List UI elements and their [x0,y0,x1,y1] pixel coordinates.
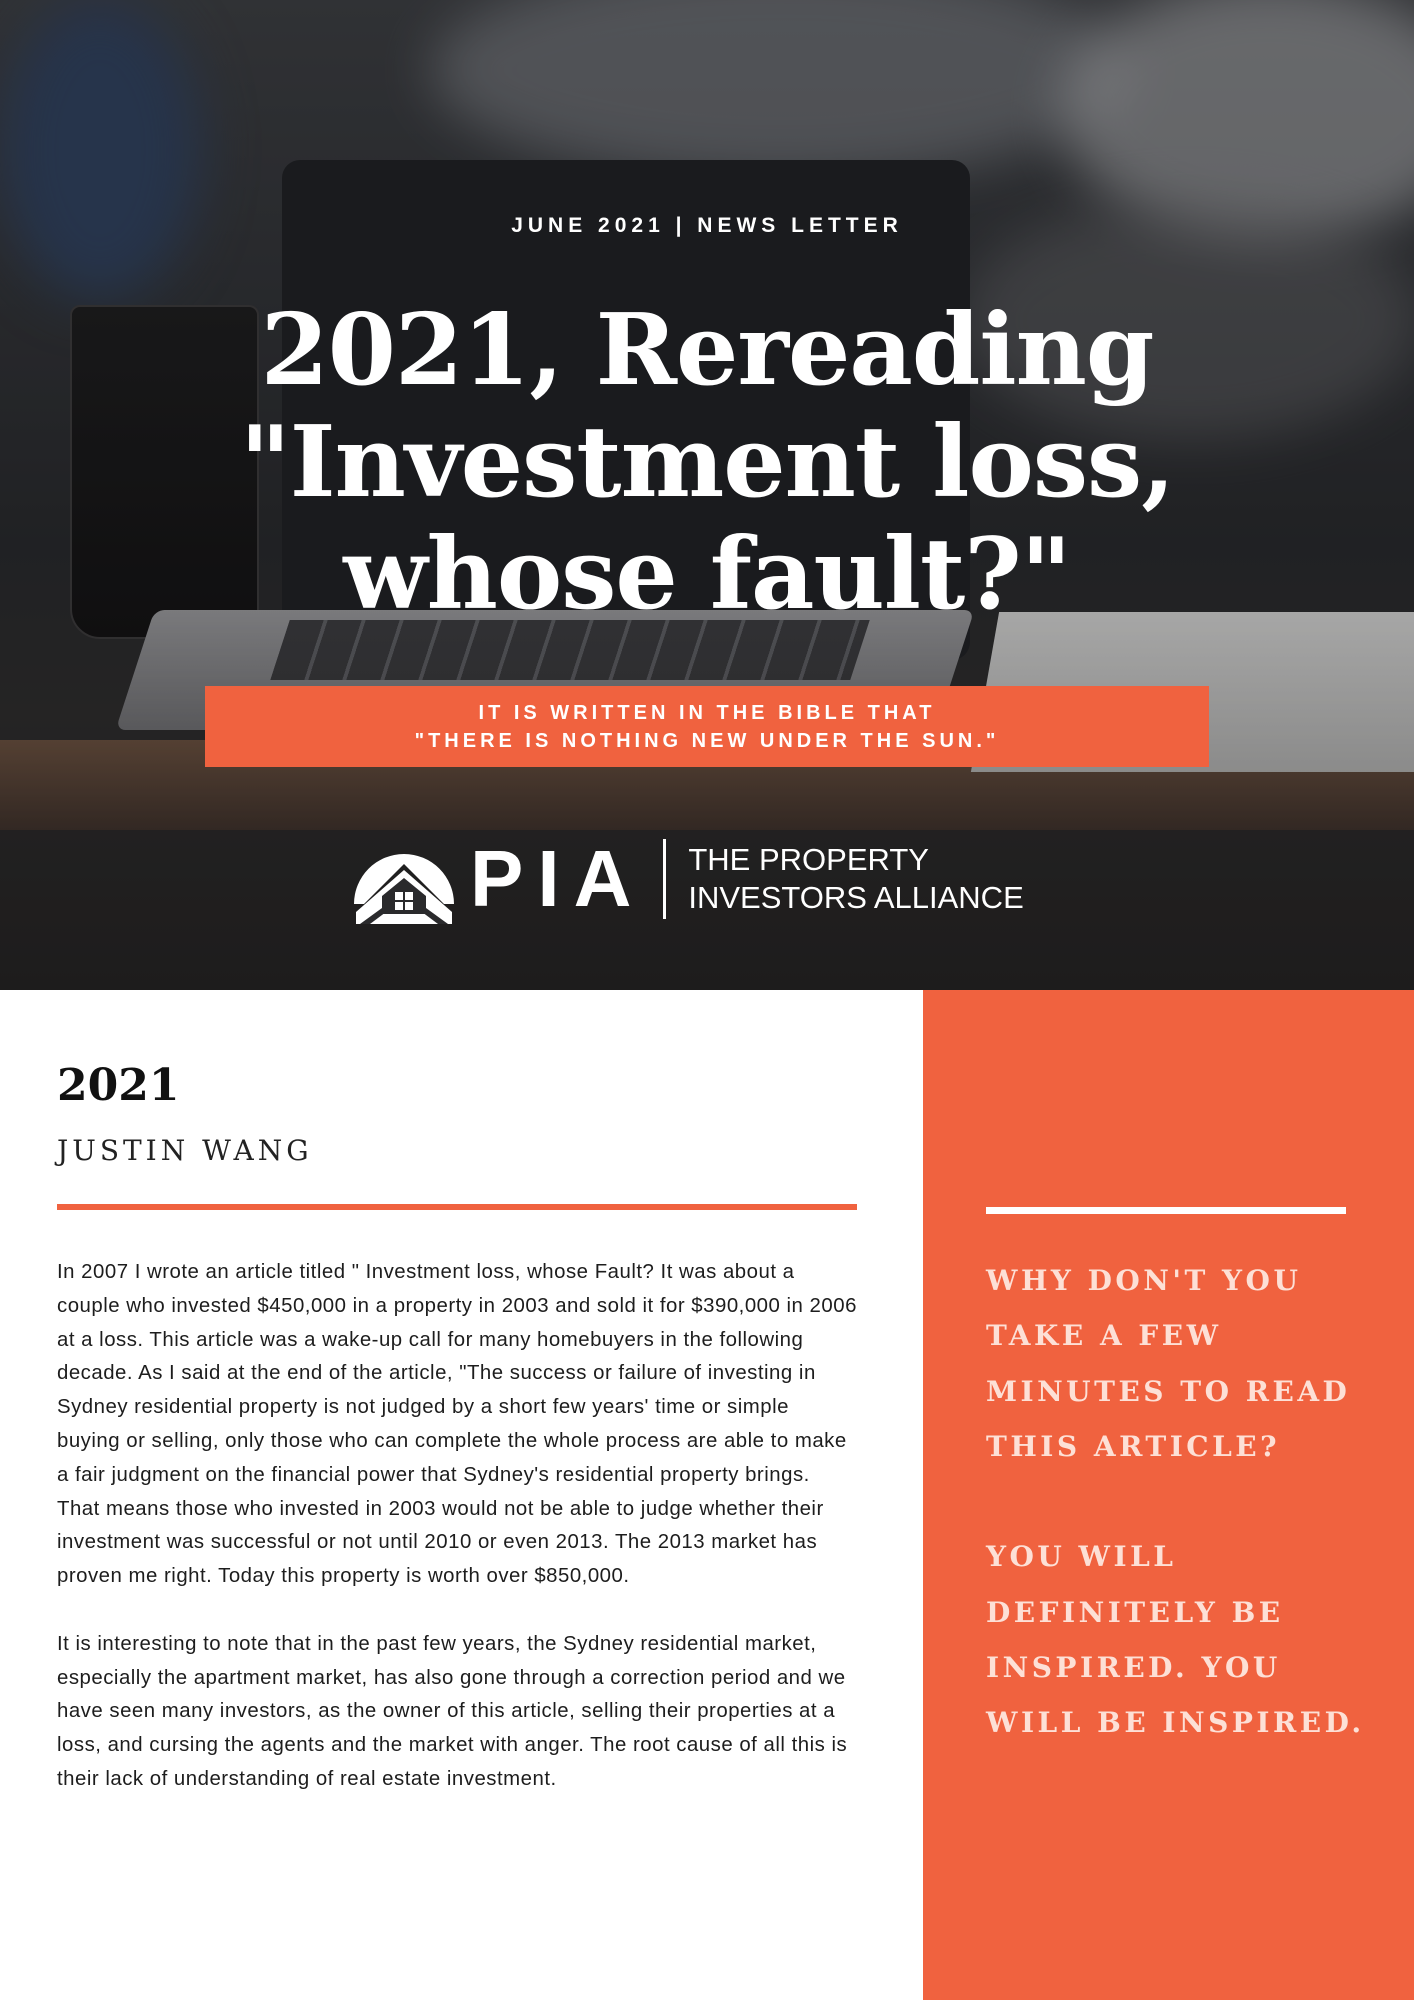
banner-line: "THERE IS NOTHING NEW UNDER THE SUN." [414,729,1000,752]
quote-banner [205,686,1209,767]
banner-line: IT IS WRITTEN IN THE BIBLE THAT [478,701,936,724]
article-author: JUSTIN WANG [57,1134,313,1167]
logo-subtitle [688,841,1023,917]
article-body [57,1256,857,1831]
article-divider [57,1204,857,1210]
title-line: 2021, Rereading [260,293,1154,408]
logo-subtitle-line: INVESTORS ALLIANCE [688,880,1024,915]
callout-divider [986,1207,1346,1214]
article-paragraph: In 2007 I wrote an article titled " Investment loss, whose Fault? It was about a couple who invested $450,000 in a property in 2003 and sold it for $390,000 in 2006 at a loss. This article was a wake-up call for many homebuyers in the following decade. As I said at the end of the article, "The success or failure of investing in Sydney residential property is not judged by a short few years' time or simple buying or selling, only those who can complete the whole process are able to make a fair judgment on the financial power that Sydney's residential property brings. That means those who invested in 2003 would not be able to judge whether their investment was successful or not until 2010 or even 2013. The 2013 market has proven me right. Today this property is worth over $850,000. [57,1261,857,1588]
logo-letters: PIA [470,834,646,923]
logo-subtitle-line: THE PROPERTY [688,842,929,877]
title-line: whose fault?" [343,517,1071,632]
logo-divider [663,839,666,919]
pia-logo [352,834,1024,924]
hero-section [0,0,1414,990]
title-line: "Investment loss, [239,405,1175,520]
callout-text [986,1253,1386,1806]
article-paragraph: It is interesting to note that in the past few years, the Sydney residential market, especially the apartment market, has also gone through a correction period and we have seen many investors, as the owner of this article, selling their properties at a loss, and cursing the agents and the market with anger. The root cause of all this is their lack of understanding of real estate investment. [57,1632,848,1790]
issue-kicker: JUNE 2021 | NEWS LETTER [511,214,903,237]
callout-paragraph: YOU WILL DEFINITELY BE INSPIRED. YOU WILL BE INSPIRED. [986,1540,1365,1740]
newsletter-title [180,295,1234,631]
callout-paragraph: WHY DON'T YOU TAKE A FEW MINUTES TO READ THIS ARTICLE? [986,1264,1351,1463]
callout-panel [923,990,1414,2000]
article-year: 2021 [57,1060,180,1111]
house-logo-icon [352,834,456,924]
